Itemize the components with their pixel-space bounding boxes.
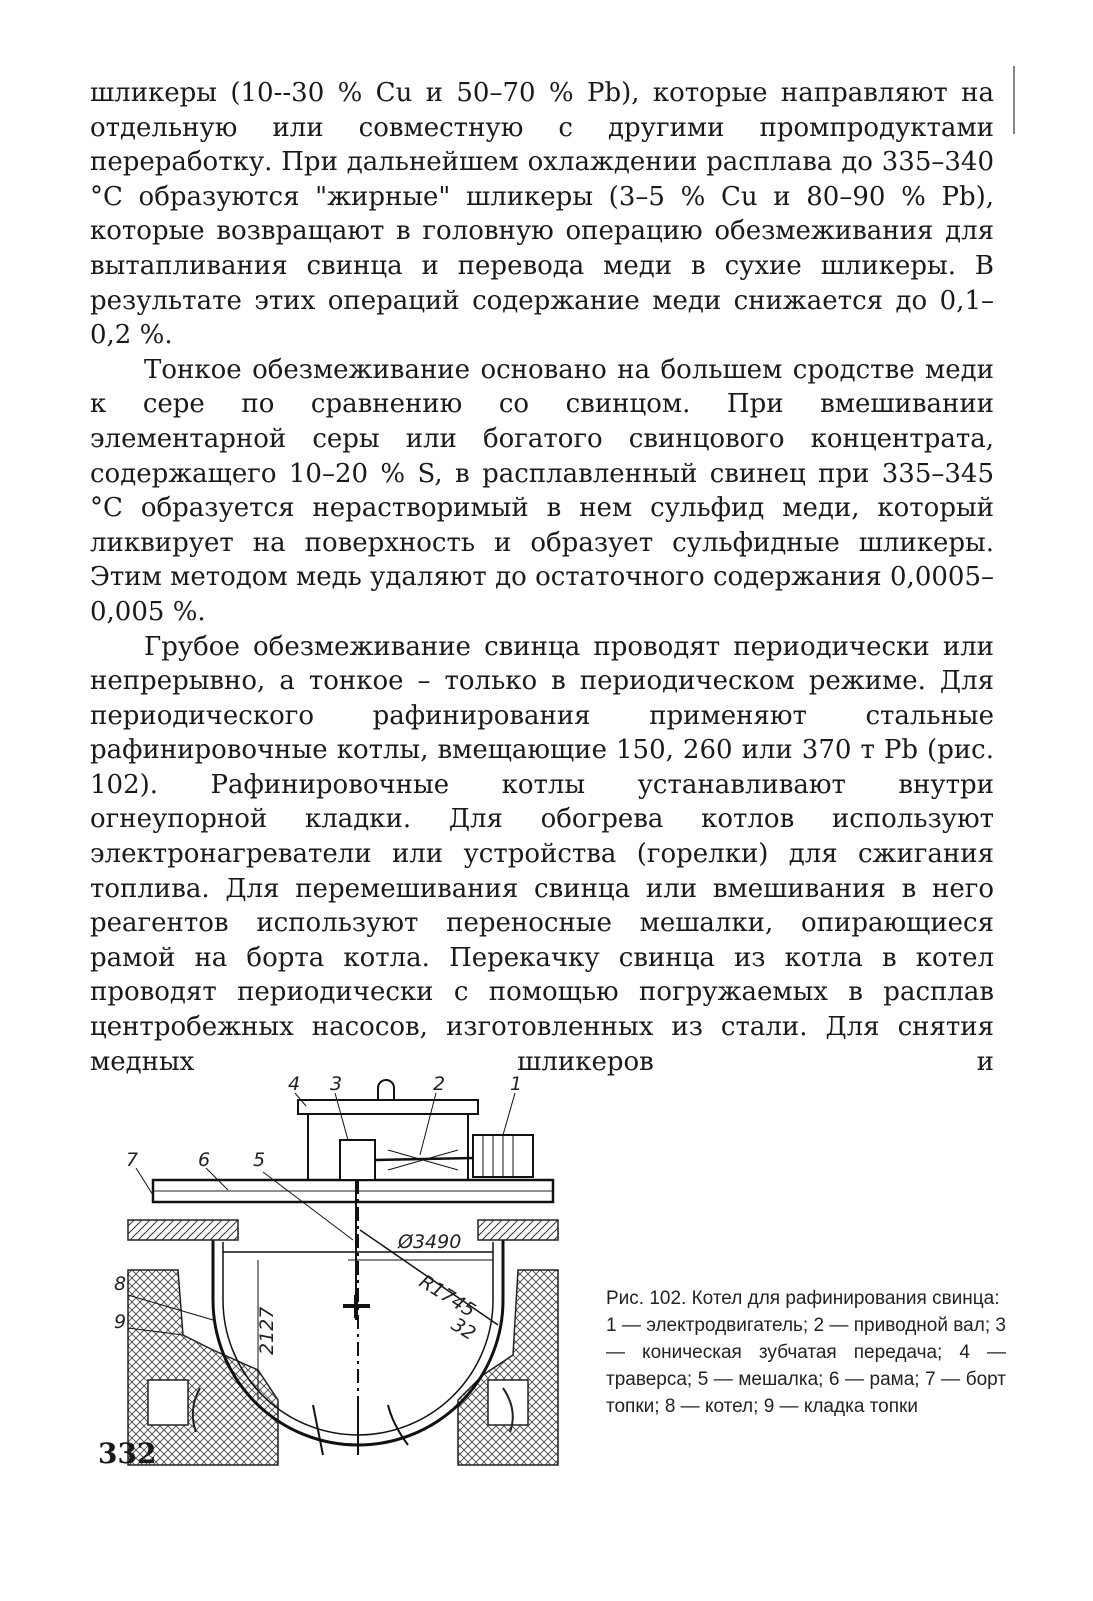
gear-box bbox=[340, 1140, 375, 1180]
figure-label-4: 4 bbox=[288, 1073, 301, 1095]
caption-title: Рис. 102. Котел для рафинирования свинца: bbox=[606, 1288, 1000, 1309]
dimension-wall: 32 bbox=[447, 1313, 480, 1346]
figure-label-8: 8 bbox=[114, 1273, 127, 1295]
figure-label-9: 9 bbox=[114, 1311, 127, 1333]
body-text bbox=[90, 76, 994, 1079]
page-number: 332 bbox=[98, 1437, 157, 1470]
masonry-left-shape bbox=[128, 1270, 278, 1465]
figure-label-3: 3 bbox=[330, 1073, 343, 1095]
margin-mark bbox=[1013, 66, 1015, 134]
figure-caption bbox=[606, 1285, 1006, 1420]
paragraph-3: Грубое обезмеживание свинца проводят периодически или непрерывно, а тонкое – только в периодическом режиме. Для периодического рафинирования применяют стальные рафинировочные котлы, вмещающие 150, 260 или 370 т Pb (рис. 102). Рафинировочные котлы устанавливают внутри огнеупорной кладки. Для обогрева котлов используют электронагреватели или устройства (горелки) для сжигания топлива. Для перемешивания свинца или вмешивания в него реагентов используют переносные мешалки, опирающиеся рамой на борта котла. Перекачку свинца из котла в котел проводят периодически с помощью погружаемых в расплав центробежных насосов, изготовленных из стали. Для снятия медных шликеров и bbox=[90, 631, 994, 1077]
caption-legend: 1 — электродвигатель; 2 — приводной вал; 3 — коническая зубчатая передача; 4 — траверса; 5 — мешалка; 6 — рама; 7 — борт топки; 8 — котел; 9 — кладка топки bbox=[606, 1315, 1006, 1417]
paragraph-1: шликеры (10--30 % Cu и 50–70 % Pb), которые направляют на отдельную или совместную с другими промпродуктами переработку. При дальнейшем охлаждении расплава до 335–340 °С образуются "жирные" шликеры (3–5 % Cu и 80–90 % Pb), которые возвращают в головную операцию обезмеживания для вытапливания свинца и перевода меди в сухие шликеры. В результате этих операций содержание меди снижается до 0,1–0,2 %. bbox=[90, 78, 994, 351]
traverse bbox=[298, 1100, 478, 1114]
figure-label-2: 2 bbox=[433, 1073, 446, 1095]
dimension-diameter: Ø3490 bbox=[398, 1231, 462, 1253]
figure-label-6: 6 bbox=[198, 1149, 211, 1171]
figure-label-7: 7 bbox=[126, 1149, 139, 1171]
figure-label-5: 5 bbox=[253, 1149, 266, 1171]
figure-label-1: 1 bbox=[510, 1073, 523, 1095]
dimension-height: 2127 bbox=[256, 1306, 278, 1355]
paragraph-2: Тонкое обезмеживание основано на большем сродстве меди к сере по сравнению со свинцом. При вмешивании элементарной серы или богатого свинцового концентрата, содержащего 10–20 % S, в расплавленный свинец при 335–345 °С образуется нерастворимый в нем сульфид меди, который ликвирует на поверхность и образует сульфидные шликеры. Этим методом медь удаляют до остаточного содержания 0,0005–0,005 %. bbox=[90, 354, 994, 627]
dimension-radius: R1745 bbox=[415, 1270, 480, 1322]
figure-102-boiler-drawing bbox=[108, 1070, 578, 1470]
